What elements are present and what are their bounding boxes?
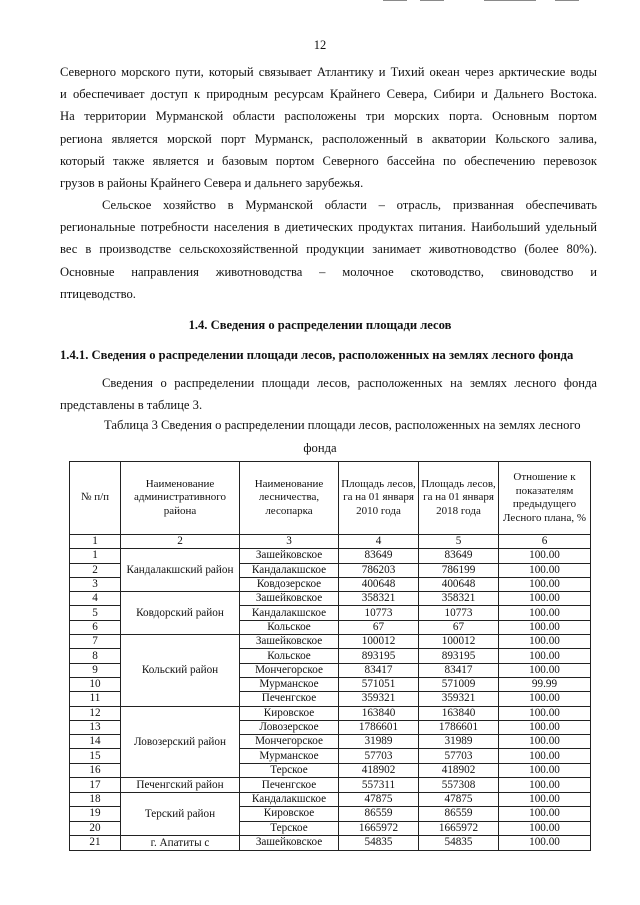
area-2010: 47875 (339, 793, 419, 807)
ratio-percent: 100.00 (499, 720, 591, 734)
area-2010: 31989 (339, 735, 419, 749)
forestry-name: Ловозерское (240, 720, 339, 734)
top-rule-1 (383, 0, 407, 1)
forestry-name: Кандалакшское (240, 606, 339, 620)
forestry-name: Кольское (240, 620, 339, 634)
row-number: 18 (70, 793, 121, 807)
area-2018: 400648 (419, 577, 499, 591)
column-number: 3 (240, 535, 339, 549)
forestry-name: Печенгское (240, 778, 339, 793)
row-number: 5 (70, 606, 121, 620)
area-2018: 67 (419, 620, 499, 634)
forestry-name: Терское (240, 763, 339, 777)
forestry-name: Кандалакшское (240, 793, 339, 807)
row-number: 20 (70, 821, 121, 835)
ratio-percent: 100.00 (499, 592, 591, 606)
area-2010: 67 (339, 620, 419, 634)
row-number: 17 (70, 778, 121, 793)
text-line: региональные потребности населения в диетических продуктах питания. Наибольший удельный (60, 220, 597, 235)
area-2018: 10773 (419, 606, 499, 620)
text-line: и обеспечивает доступ к природным ресурсам Крайнего Севера, Сибири и Дальнего Востока. (60, 87, 597, 102)
ratio-percent: 100.00 (499, 821, 591, 835)
area-2010: 571051 (339, 677, 419, 691)
area-2010: 100012 (339, 635, 419, 649)
district-name: г. Апатиты с (121, 835, 240, 850)
area-2018: 1786601 (419, 720, 499, 734)
forestry-name: Кандалакшское (240, 563, 339, 577)
area-2018: 57703 (419, 749, 499, 763)
ratio-percent: 100.00 (499, 749, 591, 763)
row-number: 16 (70, 763, 121, 777)
forestry-name: Зашейковское (240, 635, 339, 649)
forestry-name: Кировское (240, 807, 339, 821)
area-2018: 83649 (419, 549, 499, 563)
text-line: грузов в районы Крайнего Севера и дальнего зарубежья. (60, 176, 364, 191)
header-area-2010: Площадь лесов, га на 01 января 2010 года (339, 462, 419, 535)
row-number: 13 (70, 720, 121, 734)
forestry-name: Мончегорское (240, 663, 339, 677)
text-line: представлены в таблице 3. (60, 398, 203, 413)
row-number: 2 (70, 563, 121, 577)
forest-area-table (69, 461, 591, 851)
area-2018: 786199 (419, 563, 499, 577)
ratio-percent: 100.00 (499, 706, 591, 720)
forestry-name: Зашейковское (240, 549, 339, 563)
ratio-percent: 100.00 (499, 793, 591, 807)
column-number-row (70, 535, 591, 549)
row-number: 9 (70, 663, 121, 677)
row-number: 7 (70, 635, 121, 649)
area-2018: 100012 (419, 635, 499, 649)
section-heading-1-4-1: 1.4.1. Сведения о распределении площади лесов, расположенных на землях лесного фонда (60, 348, 574, 362)
ratio-percent: 100.00 (499, 620, 591, 634)
row-number: 10 (70, 677, 121, 691)
column-number: 4 (339, 535, 419, 549)
text-line: Сельское хозяйство в Мурманской области – отрасль, призванная обеспечивать (102, 198, 597, 212)
area-2010: 10773 (339, 606, 419, 620)
area-2010: 1786601 (339, 720, 419, 734)
ratio-percent: 100.00 (499, 577, 591, 591)
area-2018: 418902 (419, 763, 499, 777)
area-2018: 163840 (419, 706, 499, 720)
area-2018: 86559 (419, 807, 499, 821)
paragraph-3 (60, 372, 597, 416)
ratio-percent: 100.00 (499, 649, 591, 663)
area-2010: 358321 (339, 592, 419, 606)
column-number: 1 (70, 535, 121, 549)
ratio-percent: 100.00 (499, 692, 591, 706)
ratio-percent: 100.00 (499, 835, 591, 850)
table-row (70, 793, 591, 807)
ratio-percent: 100.00 (499, 549, 591, 563)
header-number: № п/п (70, 462, 121, 535)
paragraph-1 (60, 61, 597, 194)
forestry-name: Зашейковское (240, 592, 339, 606)
table-row (70, 635, 591, 649)
area-2018: 54835 (419, 835, 499, 850)
table-row (70, 592, 591, 606)
forestry-name: Кировское (240, 706, 339, 720)
area-2018: 31989 (419, 735, 499, 749)
district-name: Печенгский район (121, 778, 240, 793)
district-name: Кольский район (121, 635, 240, 706)
area-2018: 571009 (419, 677, 499, 691)
row-number: 3 (70, 577, 121, 591)
area-2018: 83417 (419, 663, 499, 677)
ratio-percent: 100.00 (499, 563, 591, 577)
area-2018: 1665972 (419, 821, 499, 835)
area-2018: 358321 (419, 592, 499, 606)
forestry-name: Ковдозерское (240, 577, 339, 591)
table-caption-cont: фонда (303, 441, 337, 455)
paragraph-2 (60, 194, 597, 305)
district-name: Ковдорский район (121, 592, 240, 635)
text-line: На территории Мурманской области расположены три морских порта. Основным портом (60, 109, 597, 124)
district-name: Кандалакшский район (121, 549, 240, 592)
table-row (70, 549, 591, 563)
district-name: Ловозерский район (121, 706, 240, 777)
area-2010: 786203 (339, 563, 419, 577)
column-number: 2 (121, 535, 240, 549)
row-number: 8 (70, 649, 121, 663)
row-number: 1 (70, 549, 121, 563)
row-number: 6 (70, 620, 121, 634)
area-2010: 83649 (339, 549, 419, 563)
forestry-name: Мончегорское (240, 735, 339, 749)
column-number: 6 (499, 535, 591, 549)
header-area-2018: Площадь лесов, га на 01 января 2018 года (419, 462, 499, 535)
area-2010: 893195 (339, 649, 419, 663)
column-number: 5 (419, 535, 499, 549)
ratio-percent: 100.00 (499, 735, 591, 749)
row-number: 11 (70, 692, 121, 706)
table-row (70, 835, 591, 850)
area-2010: 359321 (339, 692, 419, 706)
page-number: 12 (313, 38, 327, 52)
area-2018: 893195 (419, 649, 499, 663)
area-2018: 557308 (419, 778, 499, 793)
area-2010: 83417 (339, 663, 419, 677)
area-2018: 47875 (419, 793, 499, 807)
top-rule-2 (420, 0, 444, 1)
area-2010: 57703 (339, 749, 419, 763)
text-line: вес в производстве сельскохозяйственной продукции занимает животноводство (более 80%). (60, 242, 597, 257)
row-number: 12 (70, 706, 121, 720)
header-ratio: Отношение к показателям предыдущего Лесного плана, % (499, 462, 591, 535)
text-line: Северного морского пути, который связывает Атлантику и Тихий океан через арктические воды (60, 65, 597, 79)
ratio-percent: 99.99 (499, 677, 591, 691)
section-heading-1-4: 1.4. Сведения о распределении площади лесов (188, 318, 452, 332)
top-rule-4 (555, 0, 579, 1)
row-number: 4 (70, 592, 121, 606)
forestry-name: Мурманское (240, 677, 339, 691)
row-number: 19 (70, 807, 121, 821)
area-2010: 163840 (339, 706, 419, 720)
forestry-name: Зашейковское (240, 835, 339, 850)
header-district: Наименование административного района (121, 462, 240, 535)
row-number: 14 (70, 735, 121, 749)
ratio-percent: 100.00 (499, 763, 591, 777)
district-name: Терский район (121, 793, 240, 836)
forestry-name: Мурманское (240, 749, 339, 763)
text-line: Сведения о распределении площади лесов, расположенных на землях лесного фонда (102, 376, 597, 390)
area-2018: 359321 (419, 692, 499, 706)
ratio-percent: 100.00 (499, 606, 591, 620)
text-line: Основные направления животноводства – молочное скотоводство, свиноводство и (60, 264, 597, 279)
table-caption: Таблица 3 Сведения о распределении площади лесов, расположенных на землях лесного (104, 418, 581, 432)
top-rule-3 (484, 0, 536, 1)
ratio-percent: 100.00 (499, 778, 591, 793)
text-line: который также является и базовым портом Северного бассейна по обеспечению перевозок (60, 153, 597, 168)
forestry-name: Терское (240, 821, 339, 835)
table-row (70, 778, 591, 793)
ratio-percent: 100.00 (499, 807, 591, 821)
area-2010: 86559 (339, 807, 419, 821)
text-line: птицеводство. (60, 286, 136, 301)
ratio-percent: 100.00 (499, 635, 591, 649)
area-2010: 557311 (339, 778, 419, 793)
text-line: региона является морской порт Мурманск, расположенный в акватории Кольского залива, (60, 131, 597, 146)
area-2010: 1665972 (339, 821, 419, 835)
area-2010: 54835 (339, 835, 419, 850)
table-row (70, 706, 591, 720)
row-number: 15 (70, 749, 121, 763)
area-2010: 418902 (339, 763, 419, 777)
area-2010: 400648 (339, 577, 419, 591)
ratio-percent: 100.00 (499, 663, 591, 677)
forestry-name: Печенгское (240, 692, 339, 706)
header-forestry: Наименование лесничества, лесопарка (240, 462, 339, 535)
row-number: 21 (70, 835, 121, 850)
forestry-name: Кольское (240, 649, 339, 663)
